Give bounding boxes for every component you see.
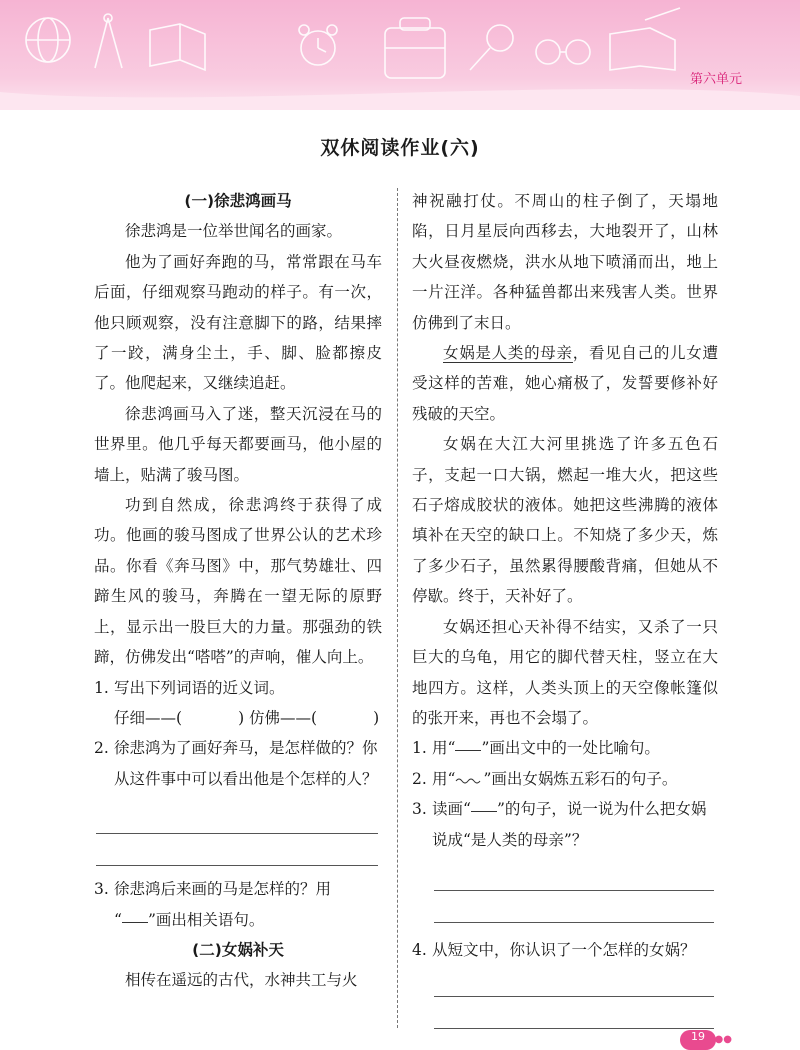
answer-line[interactable] bbox=[434, 997, 714, 1029]
paragraph: 他为了画好奔跑的马，常常跟在马车后面，仔细观察马跑动的样子。有一次，他只顾观察，没有注意脚下的路，结果摔了一跤，满身尘土，手、脚、脸都擦皮了。他爬起来，又继续追赶。 bbox=[94, 252, 382, 393]
paragraph: 神祝融打仗。不周山的柱子倒了，天塌地陷，日月星辰向西移去，大地裂开了，山林大火昼夜燃烧，洪水从地下喷涌而出，地上一片汪洋。各种猛兽都出来残害人类。世界仿佛到了末日。 bbox=[412, 192, 718, 332]
paragraph: 相传在遥远的古代，水神共工与火 bbox=[125, 971, 358, 990]
question-1 bbox=[94, 673, 382, 703]
synonym-blanks bbox=[94, 703, 382, 733]
column-divider bbox=[397, 188, 398, 1028]
quote-open: “ bbox=[114, 910, 122, 929]
paren-close: ) bbox=[373, 708, 380, 727]
paragraph bbox=[412, 338, 718, 429]
paragraph-text: ，看见自己的儿女遭受这样的苦难，她心痛极了，发誓要修补好残破的天空。 bbox=[412, 344, 718, 423]
question-text: ”的句子，说一说为什么把女娲说成“是人类的母亲”？ bbox=[432, 800, 707, 849]
underline-sample bbox=[122, 908, 148, 923]
page-dots: ●● bbox=[714, 1034, 732, 1045]
book-icon bbox=[150, 24, 205, 70]
paragraph: 功到自然成，徐悲鸿终于获得了成功。他画的骏马图成了世界公认的艺术珍品。你看《奔马图》中，那气势雄壮、四蹄生风的骏马，奔腾在一望无际的原野上，显示出一股巨大的力量。那强劲的铁蹄，仿佛发出“嗒嗒”的声响，催人向上。 bbox=[94, 496, 382, 667]
question-number: 4. bbox=[412, 940, 427, 959]
page-title: 双休阅读作业(六) bbox=[320, 137, 480, 159]
underlined-sentence: 女娲是人类的母亲 bbox=[443, 344, 573, 363]
question-number: 1. bbox=[94, 678, 109, 697]
synonym-b-label: ) 仿佛——( bbox=[238, 708, 318, 727]
question-number: 3. bbox=[94, 880, 109, 899]
question-number: 2. bbox=[94, 739, 109, 758]
magnifier-icon bbox=[470, 25, 513, 70]
question-text: ”画出文中的一处比喻句。 bbox=[481, 739, 660, 758]
paragraph: 女娲还担心天补得不结实，又杀了一只巨大的乌龟，用它的脚代替天柱，竖立在大地四方。这样，人类头顶上的天空像帐篷似的张开来，再也不会塌了。 bbox=[412, 617, 718, 727]
question-r3 bbox=[412, 794, 718, 855]
left-column bbox=[94, 186, 382, 996]
answer-line[interactable] bbox=[96, 802, 378, 834]
question-3 bbox=[94, 874, 382, 935]
question-text: 读画“ bbox=[432, 800, 471, 819]
question-number: 2. bbox=[412, 769, 427, 788]
underline-sample bbox=[471, 797, 497, 812]
paragraph: 女娲在大江大河里挑选了许多五色石子，支起一口大锅，燃起一堆大火，把这些石子熔成胶状的液体。她把这些沸腾的液体填补在天空的缺口上。不知烧了多少天，炼了多少石子，虽然累得腰酸背痛，但她从不停歇。终于，天补好了。 bbox=[412, 435, 718, 606]
answer-line[interactable] bbox=[434, 891, 714, 923]
compass-icon bbox=[95, 14, 122, 68]
question-2 bbox=[94, 733, 382, 794]
synonym-a-label: 仔细——( bbox=[114, 708, 183, 727]
question-text: 从短文中，你认识了一个怎样的女娲？ bbox=[432, 940, 696, 959]
question-text: 徐悲鸿后来画的马是怎样的？用 bbox=[114, 880, 332, 899]
question-text: ”画出女娲炼五彩石的句子。 bbox=[483, 769, 678, 788]
page-number: 19 bbox=[680, 1030, 716, 1050]
question-r2 bbox=[412, 764, 718, 794]
backpack-icon bbox=[385, 18, 445, 78]
question-r4 bbox=[412, 935, 718, 965]
header-banner bbox=[0, 0, 800, 110]
paragraph: 徐悲鸿是一位举世闻名的画家。 bbox=[125, 222, 343, 241]
question-text: 徐悲鸿为了画好奔马，是怎样做的？你从这件事中可以看出他是个怎样的人？ bbox=[114, 739, 378, 788]
question-text: 用“ bbox=[432, 739, 456, 758]
notebook-icon bbox=[610, 8, 680, 70]
answer-line[interactable] bbox=[434, 965, 714, 997]
question-text: 用“ bbox=[432, 769, 456, 788]
globe-icon bbox=[26, 18, 70, 62]
underline-sample bbox=[455, 736, 481, 751]
unit-tag: 第六单元 bbox=[689, 72, 742, 87]
right-column bbox=[412, 186, 718, 1029]
section-title-1: (一)徐悲鸿画马 bbox=[184, 192, 292, 210]
wavy-line-sample bbox=[455, 775, 483, 785]
question-text: ”画出相关语句。 bbox=[147, 910, 265, 929]
glasses-icon bbox=[536, 40, 590, 64]
answer-line[interactable] bbox=[96, 834, 378, 866]
paragraph: 徐悲鸿画马入了迷，整天沉浸在马的世界里。他几乎每天都要画马，他小屋的墙上，贴满了骏马图。 bbox=[94, 404, 382, 484]
question-text: 写出下列词语的近义词。 bbox=[114, 678, 285, 697]
question-number: 1. bbox=[412, 739, 427, 758]
question-number: 3. bbox=[412, 800, 427, 819]
banner-illustrations bbox=[0, 0, 800, 110]
clock-icon bbox=[299, 25, 337, 65]
question-r1 bbox=[412, 733, 718, 763]
answer-line[interactable] bbox=[434, 859, 714, 891]
section-title-2: (二)女娲补天 bbox=[192, 940, 284, 959]
